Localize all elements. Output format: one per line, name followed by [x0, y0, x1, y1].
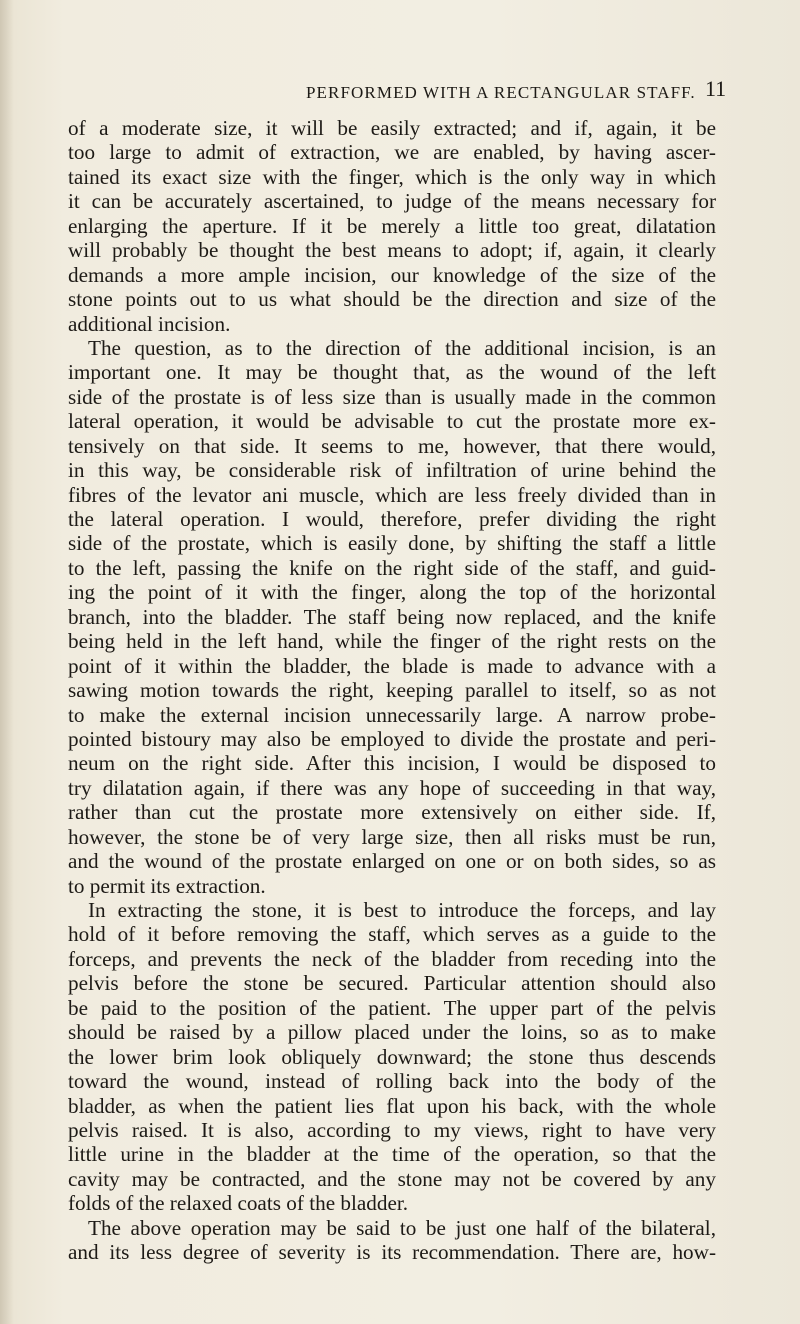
text-line: side of the prostate, which is easily done, by shifting the staff a little [68, 531, 716, 556]
text-line: The above operation may be said to be just one half of the bilateral, [88, 1215, 716, 1240]
text-line: branch, into the bladder. The staff being now replaced, and the knife [68, 604, 716, 629]
text-line: to make the external incision unnecessarily large. A narrow probe- [68, 702, 716, 727]
text-line: hold of it before removing the staff, which serves as a guide to the [68, 922, 716, 947]
text-line: the lateral operation. I would, therefore, prefer dividing the right [68, 507, 716, 531]
text-line: side of the prostate is of less size than is usually made in the common [68, 384, 716, 409]
text-line: the lower brim look obliquely downward; the stone thus descends [68, 1044, 716, 1069]
text-line: in this way, be considerable risk of infiltration of urine behind the [68, 458, 716, 483]
page-number: 11 [705, 76, 727, 101]
page-gutter-shadow [0, 0, 14, 1324]
text-line: forceps, and prevents the neck of the bladder from receding into the [68, 946, 716, 971]
text-line: pointed bistoury may also be employed to divide the prostate and peri- [68, 726, 716, 751]
text-line: fibres of the levator ani muscle, which are less freely divided than in [68, 482, 716, 507]
text-line: little urine in the bladder at the time of the operation, so that the [68, 1142, 716, 1167]
text-line: of a moderate size, it will be easily extracted; and if, again, it be [68, 116, 716, 140]
text-line: to the left, passing the knife on the right side of the staff, and guid- [68, 555, 716, 580]
text-line: toward the wound, instead of rolling back into the body of the [68, 1069, 716, 1094]
body-text [68, 116, 716, 1265]
text-line: lateral operation, it would be advisable to cut the prostate more ex- [68, 409, 716, 434]
text-line: sawing motion towards the right, keeping parallel to itself, so as not [68, 678, 716, 703]
text-line: being held in the left hand, while the finger of the right rests on the [68, 629, 716, 654]
text-line: tensively on that side. It seems to me, however, that there would, [68, 433, 716, 458]
text-line: however, the stone be of very large size, then all risks must be run, [68, 824, 716, 849]
text-line: to permit its extraction. [68, 873, 266, 898]
text-line: neum on the right side. After this incision, I would be disposed to [68, 751, 716, 776]
text-line: In extracting the stone, it is best to introduce the forceps, and lay [88, 898, 716, 922]
text-line: folds of the relaxed coats of the bladder. [68, 1191, 409, 1216]
text-line: will probably be thought the best means to adopt; if, again, it clearly [68, 238, 716, 263]
text-line: too large to admit of extraction, we are enabled, by having ascer- [68, 140, 716, 165]
text-line: cavity may be contracted, and the stone may not be covered by any [68, 1166, 716, 1191]
text-line: point of it within the bladder, the blade is made to advance with a [68, 653, 716, 678]
text-line: The question, as to the direction of the additional incision, is an [88, 335, 716, 360]
text-line: bladder, as when the patient lies flat upon his back, with the whole [68, 1093, 716, 1118]
text-line: tained its exact size with the finger, which is the only way in which [68, 164, 716, 189]
text-line: stone points out to us what should be the direction and size of the [68, 287, 716, 312]
text-line: be paid to the position of the patient. The upper part of the pelvis [68, 995, 716, 1020]
text-line: pelvis before the stone be secured. Particular attention should also [68, 971, 716, 996]
text-line: it can be accurately ascertained, to judge of the means necessary for [68, 189, 716, 214]
text-line: enlarging the aperture. If it be merely a little too great, dilatation [68, 213, 716, 238]
text-line: should be raised by a pillow placed under the loins, so as to make [68, 1020, 716, 1045]
running-head: PERFORMED WITH A RECTANGULAR STAFF. [306, 83, 696, 102]
text-line: important one. It may be thought that, as the wound of the left [68, 360, 716, 385]
text-line: and the wound of the prostate enlarged on one or on both sides, so as [68, 849, 716, 874]
text-line: additional incision. [68, 311, 231, 336]
text-line: try dilatation again, if there was any hope of succeeding in that way, [68, 775, 716, 800]
text-line: pelvis raised. It is also, according to my views, right to have very [68, 1117, 716, 1142]
text-line: rather than cut the prostate more extensively on either side. If, [68, 800, 716, 825]
text-line: ing the point of it with the finger, along the top of the horizontal [68, 580, 716, 605]
text-line: and its less degree of severity is its recommendation. There are, how- [68, 1240, 716, 1265]
text-line: demands a more ample incision, our knowledge of the size of the [68, 262, 716, 287]
